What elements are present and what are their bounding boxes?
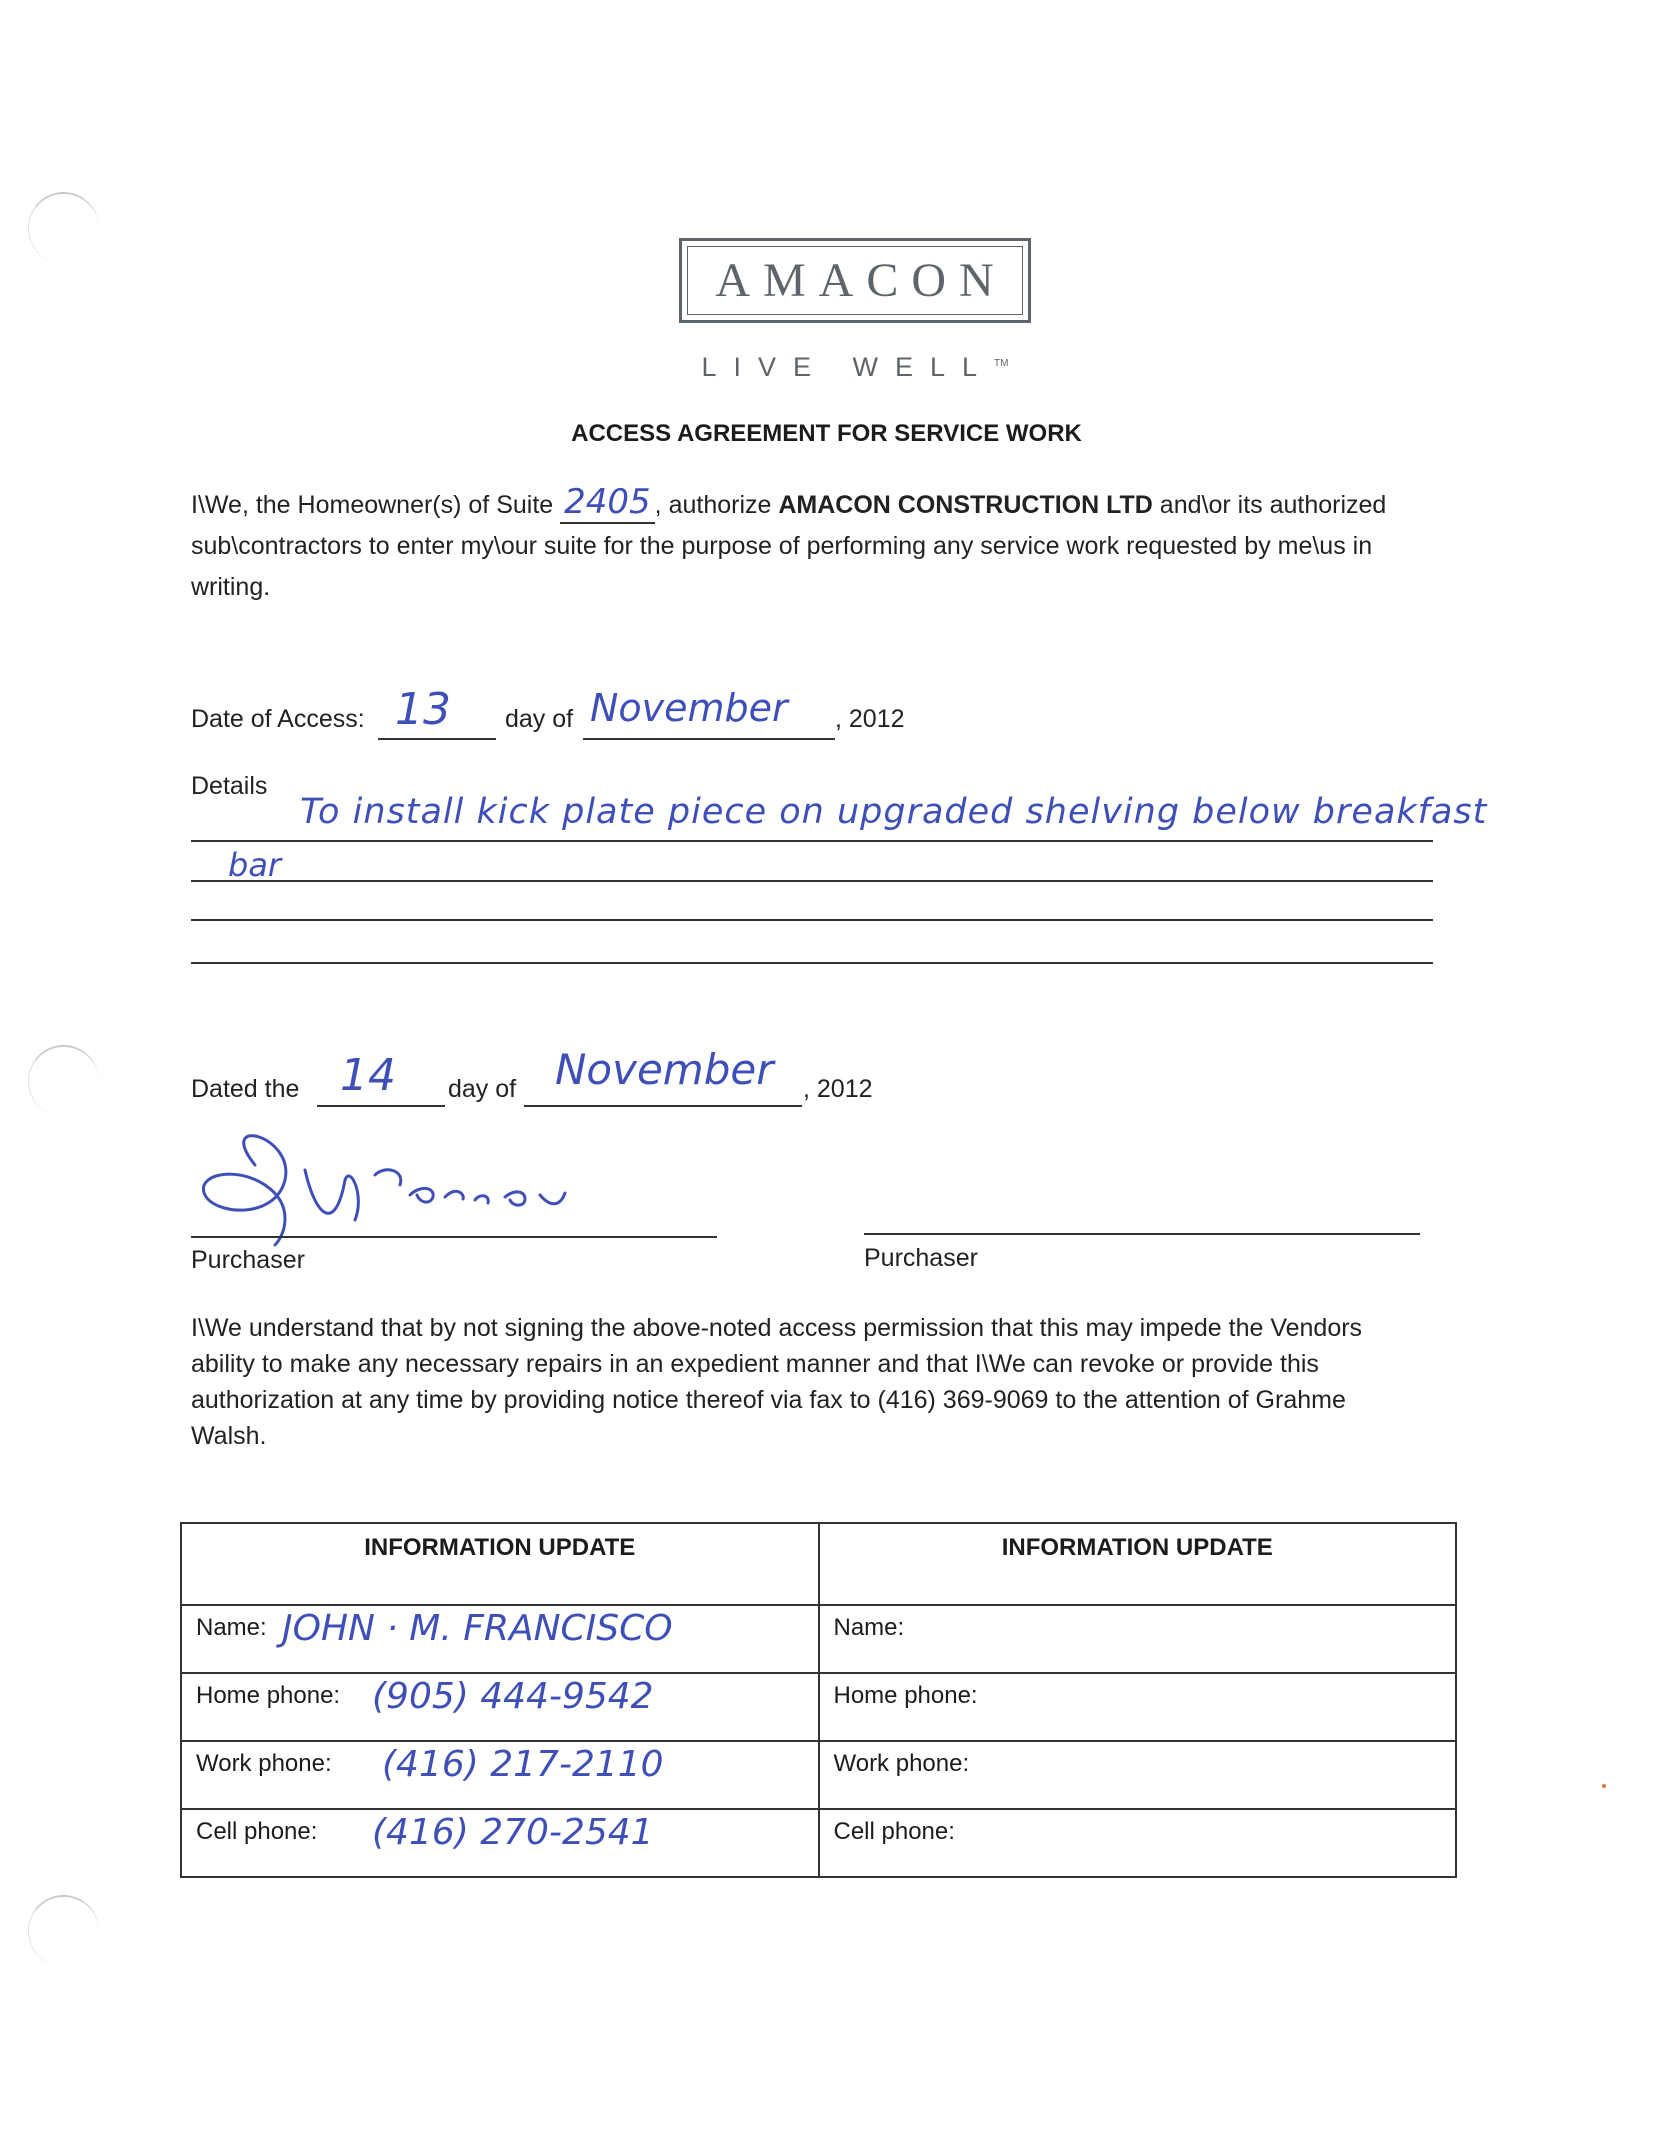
access-date-label: Date of Access:	[191, 705, 365, 733]
dated-year: , 2012	[803, 1075, 873, 1103]
purchaser-1-label: Purchaser	[191, 1246, 305, 1274]
dated-day[interactable]: 14	[340, 1050, 396, 1101]
access-year: , 2012	[835, 705, 905, 733]
punch-hole-mark	[28, 1045, 99, 1117]
punch-hole-mark	[28, 192, 99, 264]
name-cell[interactable]	[181, 1605, 819, 1673]
company-name: AMACON CONSTRUCTION LTD	[778, 491, 1153, 519]
home-phone-cell-right[interactable]	[819, 1673, 1457, 1741]
intro-text-1: I\We, the Homeowner(s) of Suite	[191, 491, 561, 519]
work-phone-value: (416) 217-2110	[382, 1744, 664, 1785]
home-phone-label-right: Home phone:	[833, 1682, 978, 1709]
scan-speck	[1602, 1784, 1606, 1788]
tagline-trademark: TM	[994, 358, 1009, 369]
home-phone-value: (905) 444-9542	[372, 1676, 654, 1717]
home-phone-cell[interactable]	[181, 1673, 819, 1741]
purchaser-signature	[195, 1125, 615, 1265]
dated-label: Dated the	[191, 1075, 300, 1103]
cell-phone-value: (416) 270-2541	[372, 1812, 654, 1853]
document-title: ACCESS AGREEMENT FOR SERVICE WORK	[571, 420, 1082, 447]
purchaser-2-label: Purchaser	[864, 1244, 978, 1272]
work-phone-label: Work phone:	[196, 1750, 332, 1777]
name-cell-right[interactable]	[819, 1605, 1457, 1673]
access-day-of: day of	[505, 705, 574, 733]
work-phone-cell[interactable]	[181, 1741, 819, 1809]
notice-paragraph: I\We understand that by not signing the above-noted access permission that this may impede the Vendors ability to make any necessary repairs in an expedient manner and that I\We can revoke or provide this authorization at any time by providing notice thereof via fax to (416) 369-9069 to the attention of Grahme Walsh.	[191, 1314, 1363, 1450]
tagline-text: LIVE WELL	[701, 352, 995, 382]
intro-paragraph	[191, 482, 1441, 608]
cell-phone-label-right: Cell phone:	[833, 1818, 955, 1845]
details-label: Details	[191, 772, 268, 800]
home-phone-label: Home phone:	[196, 1682, 341, 1709]
cell-phone-cell[interactable]	[181, 1809, 819, 1877]
info-header-left: INFORMATION UPDATE	[181, 1523, 819, 1605]
dated-day-of: day of	[448, 1075, 517, 1103]
details-line-2[interactable]: bar	[228, 846, 282, 884]
punch-hole-mark	[28, 1895, 99, 1967]
company-logo	[679, 238, 1031, 323]
logo-wordmark: AMACON	[687, 246, 1023, 315]
access-day[interactable]: 13	[395, 684, 451, 735]
intro-text-3: and\or its authorized sub\contractors to enter my\our suite for the purpose of performing any service work requested by me\us in writing.	[191, 491, 1387, 601]
name-value: JOHN · M. FRANCISCO	[282, 1608, 673, 1649]
info-header-right: INFORMATION UPDATE	[819, 1523, 1457, 1605]
work-phone-label-right: Work phone:	[833, 1750, 970, 1777]
cell-phone-label: Cell phone:	[196, 1818, 318, 1845]
dated-month[interactable]: November	[555, 1045, 774, 1094]
name-label: Name:	[196, 1614, 267, 1641]
logo-tagline	[679, 352, 1031, 383]
information-update-table	[180, 1522, 1457, 1878]
cell-phone-cell-right[interactable]	[819, 1809, 1457, 1877]
details-line-1[interactable]: To install kick plate piece on upgraded shelving below breakfast	[300, 792, 1488, 832]
suite-number[interactable]: 2405	[560, 482, 655, 524]
name-label-right: Name:	[833, 1614, 905, 1641]
access-month[interactable]: November	[590, 686, 788, 730]
work-phone-cell-right[interactable]	[819, 1741, 1457, 1809]
intro-text-2: , authorize	[654, 491, 779, 519]
